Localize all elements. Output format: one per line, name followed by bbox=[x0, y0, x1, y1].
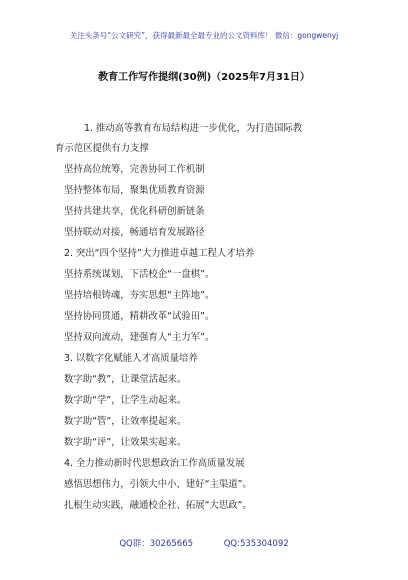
footer-contact bbox=[0, 537, 408, 549]
list-item: 坚持培根铸魂，夯实思想“主阵地”。 bbox=[64, 290, 215, 301]
list-item: 坚持联动对接，畅通培育发展路径 bbox=[64, 227, 205, 238]
footer-qq-number: QQ:535304092 bbox=[223, 539, 289, 549]
heading-4: 4. 全力推动新时代思想政治工作高质量发展 bbox=[64, 458, 245, 469]
heading-2: 2. 突出“四个坚持”大力推进卓越工程人才培养 bbox=[64, 248, 255, 259]
heading-3: 3. 以数字化赋能人才高质量培养 bbox=[64, 353, 198, 364]
list-item: 坚持高位统筹，完善协同工作机制 bbox=[64, 164, 205, 175]
list-item: 坚持协同贯通，精耕改革“试验田”。 bbox=[64, 311, 215, 322]
list-item: 数字助“评”，让效果实起来。 bbox=[64, 437, 187, 448]
heading-1: 1. 推动高等教育布局结构进一步优化，为打造国际教 bbox=[84, 123, 303, 134]
document-body bbox=[55, 120, 364, 516]
page-title: 教育工作写作提纲(30例)（2025年7月31日） bbox=[98, 72, 310, 83]
list-item: 坚持共建共享，优化科研创新链条 bbox=[64, 206, 205, 217]
list-item: 坚持系统谋划，下活校企“一盘棋”。 bbox=[64, 269, 215, 280]
list-item: 感悟思想伟力，引领大中小、建好“主渠道”。 bbox=[64, 479, 252, 490]
list-item: 数字助“管”，让效率提起来。 bbox=[64, 416, 187, 427]
footer-qq-group: QQ群：30265665 bbox=[119, 539, 194, 549]
list-item: 扎根生动实践，融通校企社、拓展“大思政”。 bbox=[64, 500, 252, 511]
list-item: 坚持整体布局，聚集优质教育资源 bbox=[64, 185, 205, 196]
header-banner: 关注头条号“公文研究”，获得最新最全最专业的公文资料库！ 微信：gongwenyj bbox=[69, 31, 339, 40]
list-item: 数字助“教”，让课堂活起来。 bbox=[64, 374, 187, 385]
list-item: 坚持双向流动，建强育人“主力军”。 bbox=[64, 332, 215, 343]
heading-1-cont: 育示范区提供有力支撑 bbox=[55, 143, 149, 154]
list-item: 数字助“学”，让学生动起来。 bbox=[64, 395, 187, 406]
